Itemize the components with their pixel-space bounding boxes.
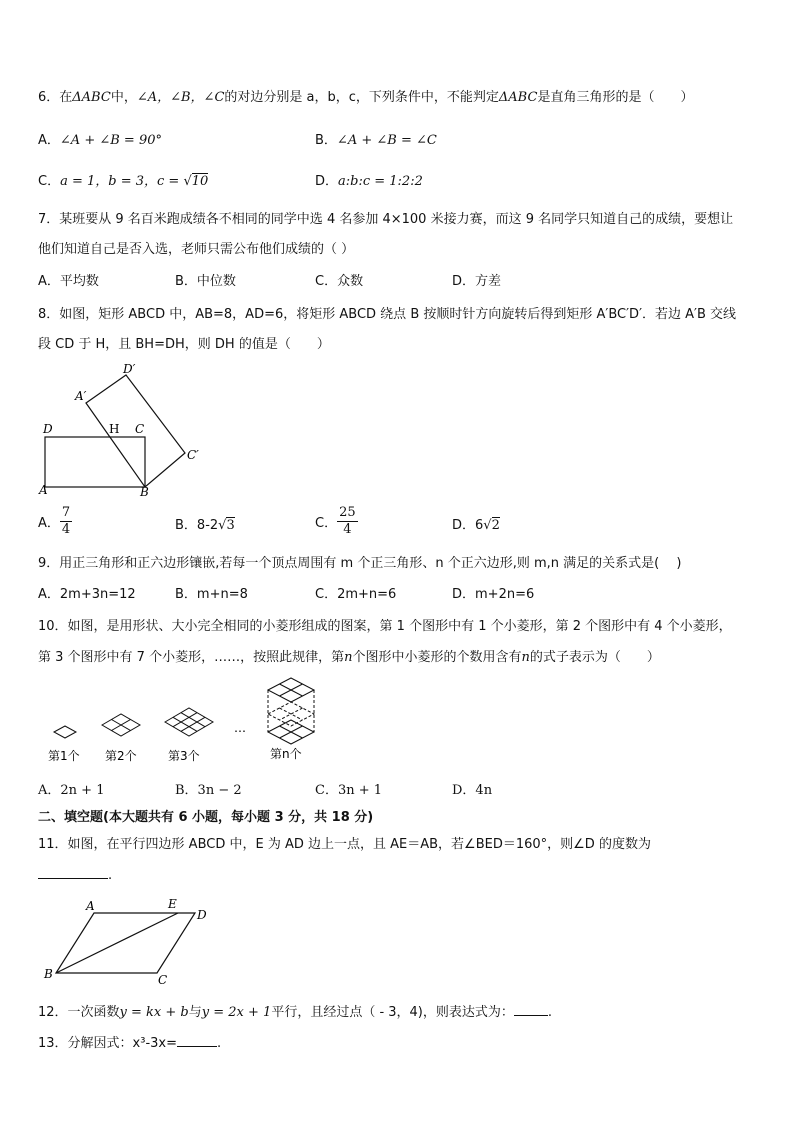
q10-label-3: 第3个 — [168, 749, 200, 763]
q9-option-b: B．m+n=8 — [175, 587, 248, 602]
q13-pre: 13．分解因式：x³-3x= — [38, 1036, 177, 1051]
q8-option-b-label: B．8-2 — [175, 518, 219, 533]
q10-rhombus-figure — [40, 672, 330, 770]
q6-triangle: ΔABC — [72, 90, 111, 105]
label-c: C — [135, 422, 145, 436]
q10-label-2: 第2个 — [105, 749, 137, 763]
label-d: D — [197, 908, 207, 922]
q8-option-a — [38, 505, 72, 538]
q8-option-d-root: 2 — [491, 518, 500, 533]
q13-answer-blank[interactable] — [177, 1034, 217, 1047]
q11-answer-line — [38, 864, 112, 883]
q11-end: . — [108, 868, 113, 883]
q6-prefix: 6．在 — [38, 90, 73, 105]
label-d: D — [43, 422, 53, 436]
q6-stem — [38, 86, 693, 105]
rhombus-fig3 — [165, 708, 213, 736]
q12-mid: 与 — [188, 1005, 202, 1020]
q8-option-d-label: D．6 — [452, 518, 484, 533]
label-b: B — [140, 485, 149, 499]
q8-option-b — [175, 514, 235, 533]
label-e: E — [168, 897, 177, 911]
q8-option-a-den: 4 — [61, 522, 71, 537]
q9-option-d: D．m+2n=6 — [452, 587, 535, 602]
q6-option-d-label: D． — [315, 174, 339, 189]
q10-option-b: B．3n − 2 — [175, 783, 242, 798]
q7-option-d: D．方差 — [452, 274, 502, 289]
q12-answer-blank[interactable] — [514, 1003, 548, 1016]
q10-label-1: 第1个 — [48, 749, 80, 763]
q7-line1: 7．某班要从 9 名百米跑成绩各不相同的同学中选 4 名参加 4×100 米接力赛，而这 9 名同学只知道自己的成绩，要想让 — [38, 212, 734, 227]
q10-line1: 10．如图，是用形状、大小完全相同的小菱形组成的图案，第 1 个图形中有 1 个小菱形，第 2 个图形中有 4 个小菱形， — [38, 619, 732, 634]
q8-option-a-fraction — [60, 505, 72, 538]
q7-option-c: C．众数 — [315, 274, 364, 289]
label-c-prime: C′ — [187, 448, 199, 462]
rhombus-fig2 — [102, 714, 140, 736]
q6-triangle-2: ΔABC — [498, 90, 538, 105]
q8-option-c — [315, 505, 358, 538]
q6-mid2: 的对边分别是 a，b，c，下列条件中，不能判定 — [224, 90, 499, 105]
q10-n-2: n — [521, 650, 530, 665]
q12-pre: 12．一次函数 — [38, 1005, 120, 1020]
q6-option-d-text: a:b:c = 1:2:2 — [338, 174, 423, 189]
rect-abcd — [45, 437, 145, 487]
sqrt-icon: √ — [183, 174, 192, 189]
q10-line2-pre: 第 3 个图形中有 7 个小菱形，……，按照此规律，第 — [38, 650, 345, 665]
q6-option-a-label: A． — [38, 133, 60, 148]
q10-option-a: A．2n + 1 — [38, 783, 105, 798]
label-a: A — [86, 899, 95, 913]
q8-option-d — [452, 514, 500, 533]
q9-line1: 9．用正三角形和正六边形镶嵌,若每一个顶点周围有 m 个正三角形、n 个正六边形,则 m,n 满足的关系式是( ) — [38, 556, 682, 571]
q7-option-a: A．平均数 — [38, 274, 99, 289]
q10-line2 — [38, 646, 660, 665]
sqrt-icon: √ — [483, 518, 492, 533]
q8-line2: 段 CD 于 H，且 BH=DH，则 DH 的值是（ ） — [38, 337, 330, 352]
q8-option-a-num: 7 — [61, 505, 71, 520]
sqrt-icon: √ — [218, 518, 227, 533]
q6-option-a — [38, 129, 162, 148]
q12-function-1: y = kx + b — [119, 1005, 189, 1020]
label-b: B — [44, 967, 53, 981]
q7-option-b: B．中位数 — [175, 274, 236, 289]
q8-option-c-num: 25 — [339, 505, 356, 520]
q10-option-c: C．3n + 1 — [315, 783, 383, 798]
q8-option-c-label: C． — [315, 516, 338, 531]
q6-option-c-root: 10 — [191, 174, 209, 189]
q6-angles: ∠A，∠B，∠C — [136, 90, 225, 105]
q6-option-d — [315, 170, 423, 189]
rhombus-fig1 — [54, 726, 76, 738]
section-heading: 二、填空题(本大题共有 6 小题，每小题 3 分，共 18 分) — [38, 810, 374, 825]
q6-option-c — [38, 170, 208, 189]
q12-line — [38, 1001, 552, 1020]
q6-option-b-label: B． — [315, 133, 337, 148]
q6-option-c-text: a = 1，b = 3，c = — [60, 174, 184, 189]
q6-option-a-text: ∠A + ∠B = 90° — [59, 133, 162, 148]
q8-line1: 8．如图，矩形 ABCD 中，AB=8，AD=6，将矩形 ABCD 绕点 B 按顺时针方向旋转后得到矩形 A′BC′D′．若边 A′B 交线 — [38, 307, 737, 322]
q12-end: . — [547, 1005, 553, 1020]
q6-option-b-text: ∠A + ∠B = ∠C — [336, 133, 437, 148]
q10-n: n — [344, 650, 353, 665]
q6-mid1: 中， — [110, 90, 137, 105]
label-c: C — [158, 973, 168, 987]
parallelogram-abcd — [56, 913, 195, 973]
q6-suffix: 是直角三角形的是（ ） — [537, 90, 694, 105]
q9-option-a: A．2m+3n=12 — [38, 587, 136, 602]
q9-option-c: C．2m+n=6 — [315, 587, 397, 602]
q8-option-c-den: 4 — [343, 522, 352, 537]
q12-function-2: y = 2x + 1 — [201, 1005, 272, 1020]
q10-label-n: 第n个 — [270, 747, 302, 761]
label-h: H — [109, 422, 120, 436]
q10-ellipsis: … — [234, 721, 246, 735]
q6-option-c-label: C． — [38, 174, 61, 189]
q8-rectangle-figure — [30, 360, 220, 500]
rhombus-fign — [268, 678, 314, 744]
label-d-prime: D′ — [123, 362, 136, 376]
q10-option-d: D．4n — [452, 783, 493, 798]
q8-option-c-fraction — [337, 505, 358, 538]
q6-option-b — [315, 129, 437, 148]
q8-option-b-root: 3 — [226, 518, 235, 533]
q13-end: . — [217, 1036, 222, 1051]
q13-line — [38, 1032, 221, 1051]
q12-suf: 平行，且经过点（ - 3，4)，则表达式为： — [271, 1005, 514, 1020]
q11-line1: 11．如图，在平行四边形 ABCD 中，E 为 AD 边上一点，且 AE＝AB，若∠BED＝160°，则∠D 的度数为 — [38, 837, 651, 852]
q7-line2: 他们知道自己是否入选，老师只需公布他们成绩的（ ） — [38, 242, 355, 257]
q11-answer-blank[interactable] — [38, 864, 108, 879]
label-a: A — [39, 483, 48, 497]
q10-line2-mid: 个图形中小菱形的个数用含有 — [352, 650, 522, 665]
label-a-prime: A′ — [75, 389, 87, 403]
q10-line2-suf: 的式子表示为（ ） — [529, 650, 660, 665]
q11-parallelogram-figure — [36, 896, 226, 988]
q8-option-a-label: A． — [38, 516, 60, 531]
